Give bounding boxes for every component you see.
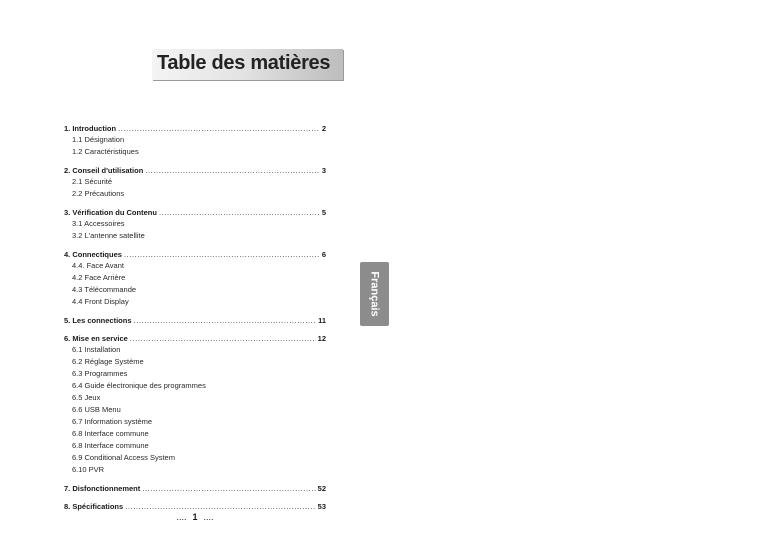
page-title-box bbox=[152, 49, 343, 80]
toc-subitem: 6.1 Installation bbox=[72, 345, 121, 354]
toc-leader-dots bbox=[118, 123, 320, 134]
language-tab-label: Français bbox=[368, 271, 381, 317]
toc-leader-dots bbox=[125, 501, 315, 512]
toc-leader-dots bbox=[134, 315, 317, 326]
toc-leader-dots bbox=[145, 165, 320, 176]
toc-subitem: 6.10 PVR bbox=[72, 465, 105, 474]
footer-dots-right: .... bbox=[203, 512, 214, 522]
toc-section-8 bbox=[64, 501, 326, 512]
toc-section-4 bbox=[64, 249, 326, 308]
toc-heading bbox=[64, 123, 326, 134]
toc-page-number: 6 bbox=[321, 250, 326, 259]
toc-section-1 bbox=[64, 123, 326, 158]
toc-page-number: 11 bbox=[318, 316, 326, 325]
toc-page-number: 53 bbox=[317, 502, 326, 511]
toc-heading bbox=[64, 501, 326, 512]
toc-subitem: 6.5 Jeux bbox=[72, 393, 101, 402]
toc-heading-text: 7. Disfonctionnement bbox=[64, 484, 141, 493]
toc-heading-text: 4. Connectiques bbox=[64, 250, 122, 259]
toc-page-number: 12 bbox=[317, 334, 326, 343]
toc-heading-text: 8. Spécifications bbox=[64, 502, 124, 511]
toc-subitem: 6.3 Programmes bbox=[72, 369, 128, 378]
toc-heading-text: 3. Vérification du Contenu bbox=[64, 208, 157, 217]
footer-dots-left: .... bbox=[176, 512, 187, 522]
toc-heading bbox=[64, 483, 326, 494]
toc-subitem: 6.6 USB Menu bbox=[72, 405, 121, 414]
table-of-contents bbox=[64, 123, 326, 519]
language-tab bbox=[360, 262, 389, 326]
toc-section-7 bbox=[64, 483, 326, 494]
toc-section-2 bbox=[64, 165, 326, 200]
toc-leader-dots bbox=[142, 483, 315, 494]
toc-subitem: 3.1 Accessoires bbox=[72, 219, 125, 228]
toc-heading bbox=[64, 249, 326, 260]
toc-subitem: 6.4 Guide électronique des programmes bbox=[72, 381, 206, 390]
toc-page-number: 5 bbox=[321, 208, 326, 217]
toc-subitem: 1.1 Désignation bbox=[72, 135, 125, 144]
toc-section-5 bbox=[64, 315, 326, 326]
toc-heading-text: 1. Introduction bbox=[64, 124, 117, 133]
toc-leader-dots bbox=[124, 249, 320, 260]
toc-section-3 bbox=[64, 207, 326, 242]
toc-subitem: 6.8 Interface commune bbox=[72, 429, 149, 438]
toc-leader-dots bbox=[130, 333, 316, 344]
toc-subitem: 6.9 Conditional Access System bbox=[72, 453, 175, 462]
toc-heading bbox=[64, 315, 326, 326]
page-number: 1 bbox=[192, 512, 198, 522]
toc-subitem: 6.8 Interface commune bbox=[72, 441, 149, 450]
toc-subitem: 6.7 Information système bbox=[72, 417, 153, 426]
toc-subitem: 4.4. Face Avant bbox=[72, 261, 124, 270]
toc-heading bbox=[64, 165, 326, 176]
toc-subitem: 3.2 L'antenne satellite bbox=[72, 231, 145, 240]
toc-subitem: 2.1 Sécurité bbox=[72, 177, 113, 186]
toc-heading-text: 5. Les connections bbox=[64, 316, 132, 325]
toc-subitem: 2.2 Précautions bbox=[72, 189, 125, 198]
toc-heading-text: 2. Conseil d'utilisation bbox=[64, 166, 144, 175]
toc-page-number: 2 bbox=[321, 124, 326, 133]
toc-heading bbox=[64, 333, 326, 344]
toc-heading-text: 6. Mise en service bbox=[64, 334, 128, 343]
toc-subitem: 1.2 Caractéristiques bbox=[72, 147, 139, 156]
toc-subitem: 6.2 Réglage Système bbox=[72, 357, 144, 366]
page-footer bbox=[165, 512, 225, 522]
toc-page-number: 3 bbox=[321, 166, 326, 175]
toc-subitem: 4.3 Télécommande bbox=[72, 285, 137, 294]
toc-heading bbox=[64, 207, 326, 218]
toc-subitem: 4.4 Front Display bbox=[72, 297, 129, 306]
toc-section-6 bbox=[64, 333, 326, 476]
toc-leader-dots bbox=[159, 207, 320, 218]
toc-subitem: 4.2 Face Arrière bbox=[72, 273, 126, 282]
page-title: Table des matières bbox=[157, 52, 331, 74]
toc-page-number: 52 bbox=[317, 484, 326, 493]
